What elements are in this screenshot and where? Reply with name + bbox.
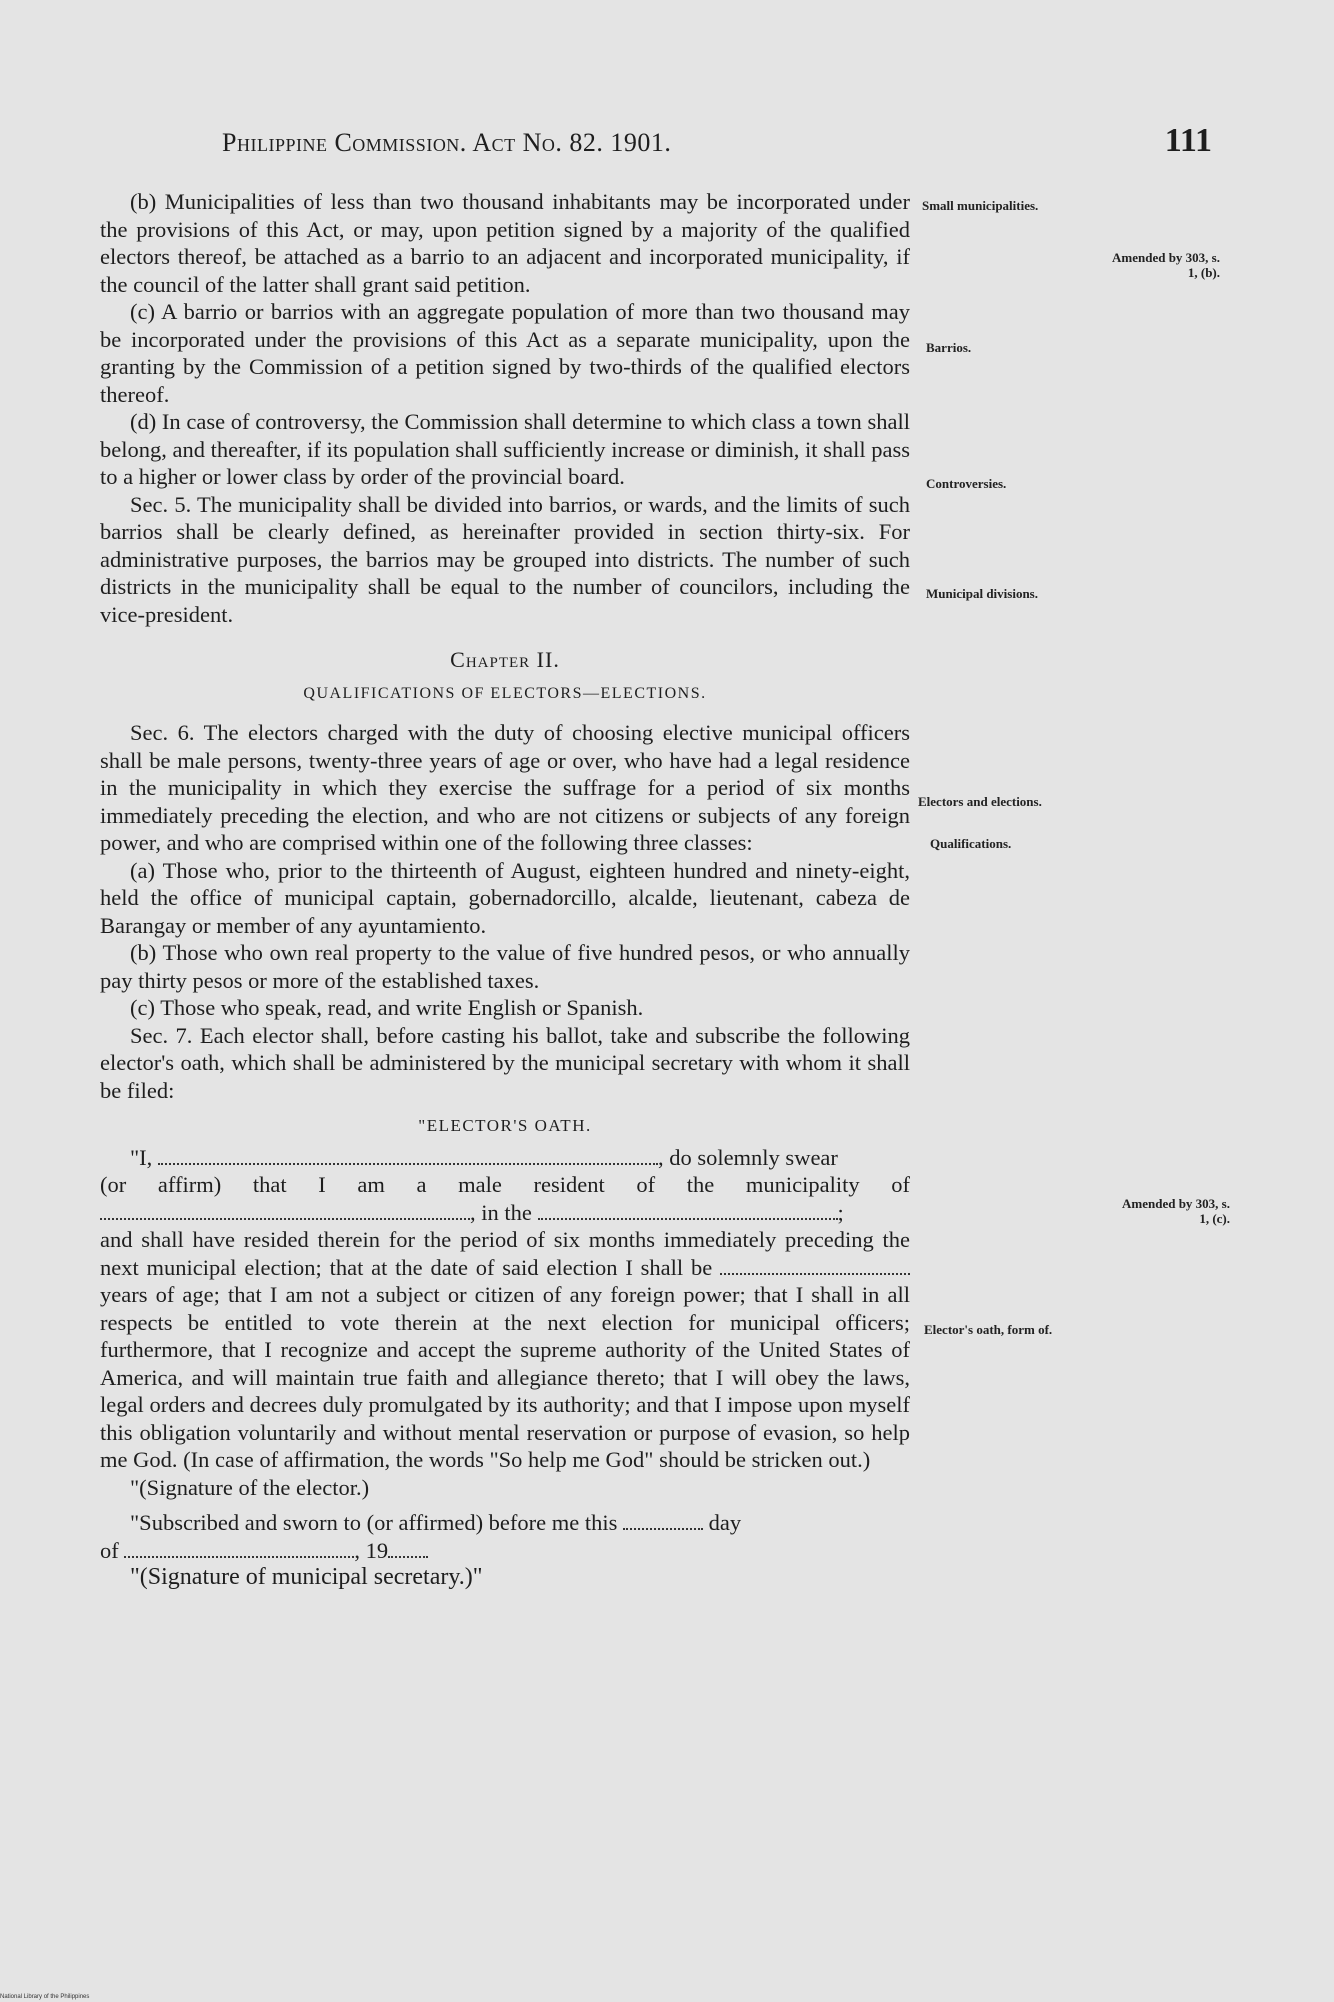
oath-title: "ELECTOR'S OATH. <box>418 1116 592 1135</box>
oath-text: years of age; that I am not a subject or citizen of any foreign power; that I shall in all respects be entitled to vote therein at the next election for municipal officers; furthermore, that I recognize and accept the supreme authority of the United States of America, and will maintain true faith and allegiance thereto; that I will obey the laws, legal orders and decrees duly promulgated by its authority; and that I impose upon myself this obligation voluntarily and without mental reservation or purpose of evasion, so help me God. (In case of affirmation, the words "So help me God" should be stricken out.) <box>100 1282 910 1472</box>
paragraph-d-controversy: (d) In case of controversy, the Commission shall determine to which class a town shall belong, and thereafter, if its population shall sufficiently increase or diminish, it shall pass to a higher or lower class by order of the provincial board. <box>100 409 910 489</box>
day-blank <box>623 1510 703 1530</box>
margin-note-electors-oath: Elector's oath, form of. <box>924 1322 1053 1337</box>
province-blank <box>538 1200 838 1220</box>
margin-note-amended: Amended by 303, s. 1, (b). <box>1112 250 1220 280</box>
paragraph-class-a: (a) Those who, prior to the thirteenth of August, eighteen hundred and ninety-eight, held the office of municipal captain, gobernadorcillo, alcalde, lieutenant, cabeza de Barangay or member of any ayuntamiento. <box>100 857 910 938</box>
oath-text: , do solemnly swear <box>657 1144 838 1170</box>
paragraph-sec-7: Sec. 7. Each elector shall, before casting his ballot, take and subscribe the following elector's oath, which shall be administered by the municipal secretary with whom it shall be filed: <box>100 1022 910 1103</box>
paragraph-b-small-municipalities: (b) Municipalities of less than two thousand inhabitants may be incorporated under the provisions of this Act, or may, upon petition signed by a majority of the qualified electors thereof, be attached as a barrio to an adjacent and incorporated municipality, if the council of the latter shall grant said petition. <box>100 189 910 297</box>
oath-text: , in the <box>470 1199 532 1225</box>
oath-text: (or affirm) that I am a male resident of the municipality of <box>100 1172 910 1197</box>
margin-note-electors-elections: Electors and elections. <box>918 794 1042 809</box>
elector-signature: "(Signature of the elector.) <box>130 1474 370 1500</box>
margin-note-small-municipalities: Small municipalities. <box>922 198 1039 213</box>
margin-note-amended-2: Amended by 303, s. 1, (c). <box>1122 1196 1230 1226</box>
footer-strip: National Library of the Philippines <box>0 1994 90 2000</box>
oath-line-2 <box>100 1171 910 1226</box>
name-blank <box>158 1145 658 1165</box>
oath-text: , 19 <box>354 1537 389 1563</box>
page-header <box>222 122 1212 168</box>
secretary-signature: "(Signature of municipal secretary.)" <box>130 1564 483 1590</box>
chapter-subtitle: QUALIFICATIONS OF ELECTORS—ELECTIONS. <box>303 684 707 702</box>
oath-text: ; <box>837 1199 844 1225</box>
oath-text: "Subscribed and sworn to (or affirmed) before me this <box>130 1510 618 1535</box>
margin-note-municipal-divisions: Municipal divisions. <box>926 586 1038 601</box>
chapter-title: Chapter II. <box>450 647 560 672</box>
paragraph-class-c: (c) Those who speak, read, and write English or Spanish. <box>130 995 644 1020</box>
subscribed-line-2 <box>100 1537 910 1565</box>
paragraph-sec-6: Sec. 6. The electors charged with the duty of choosing elective municipal officers shall be male persons, twenty-three years of age or over, who have had a legal residence in the municipality in which they exercise the suffrage for a period of six months immediately preceding the election, and who are not citizens or subjects of any foreign power, and who are comprised within one of the following three classes: <box>100 720 910 855</box>
margin-note-controversies: Controversies. <box>926 476 1007 491</box>
margin-note-qualifications: Qualifications. <box>930 836 1012 851</box>
oath-line-1 <box>100 1144 910 1172</box>
oath-text: of <box>100 1537 119 1563</box>
oath-text: and shall have resided therein for the period of six months immediately preceding the next municipal election; that at the date of said election I shall be <box>100 1227 910 1280</box>
margin-note-barrios: Barrios. <box>926 340 972 355</box>
municipality-blank <box>100 1200 470 1220</box>
oath-text: day <box>708 1510 742 1535</box>
month-blank <box>124 1538 354 1558</box>
oath-text: "I, <box>130 1144 153 1170</box>
paragraph-c-barrios: (c) A barrio or barrios with an aggregate population of more than two thousand may be incorporated under the provisions of this Act as a separate municipality, upon the granting by the Commission of a petition signed by two-thirds of the qualified electors thereof. <box>100 299 910 407</box>
oath-body <box>100 1226 910 1474</box>
running-head: Philippine Commission. Act No. 82. 1901. <box>222 128 672 157</box>
age-blank <box>720 1255 910 1275</box>
subscribed-line <box>100 1509 910 1537</box>
main-text <box>100 188 910 1592</box>
paragraph-sec-5: Sec. 5. The municipality shall be divided into barrios, or wards, and the limits of such barrios shall be clearly defined, as hereinafter provided in section thirty-six. For administrative purposes, the barrios may be grouped into districts. The number of such districts in the municipality shall be equal to the number of councilors, including the vice-president. <box>100 491 910 627</box>
year-blank <box>388 1538 428 1558</box>
paragraph-class-b: (b) Those who own real property to the value of five hundred pesos, or who annually pay thirty pesos or more of the established taxes. <box>100 940 910 993</box>
page-number: 111 <box>1164 122 1212 159</box>
